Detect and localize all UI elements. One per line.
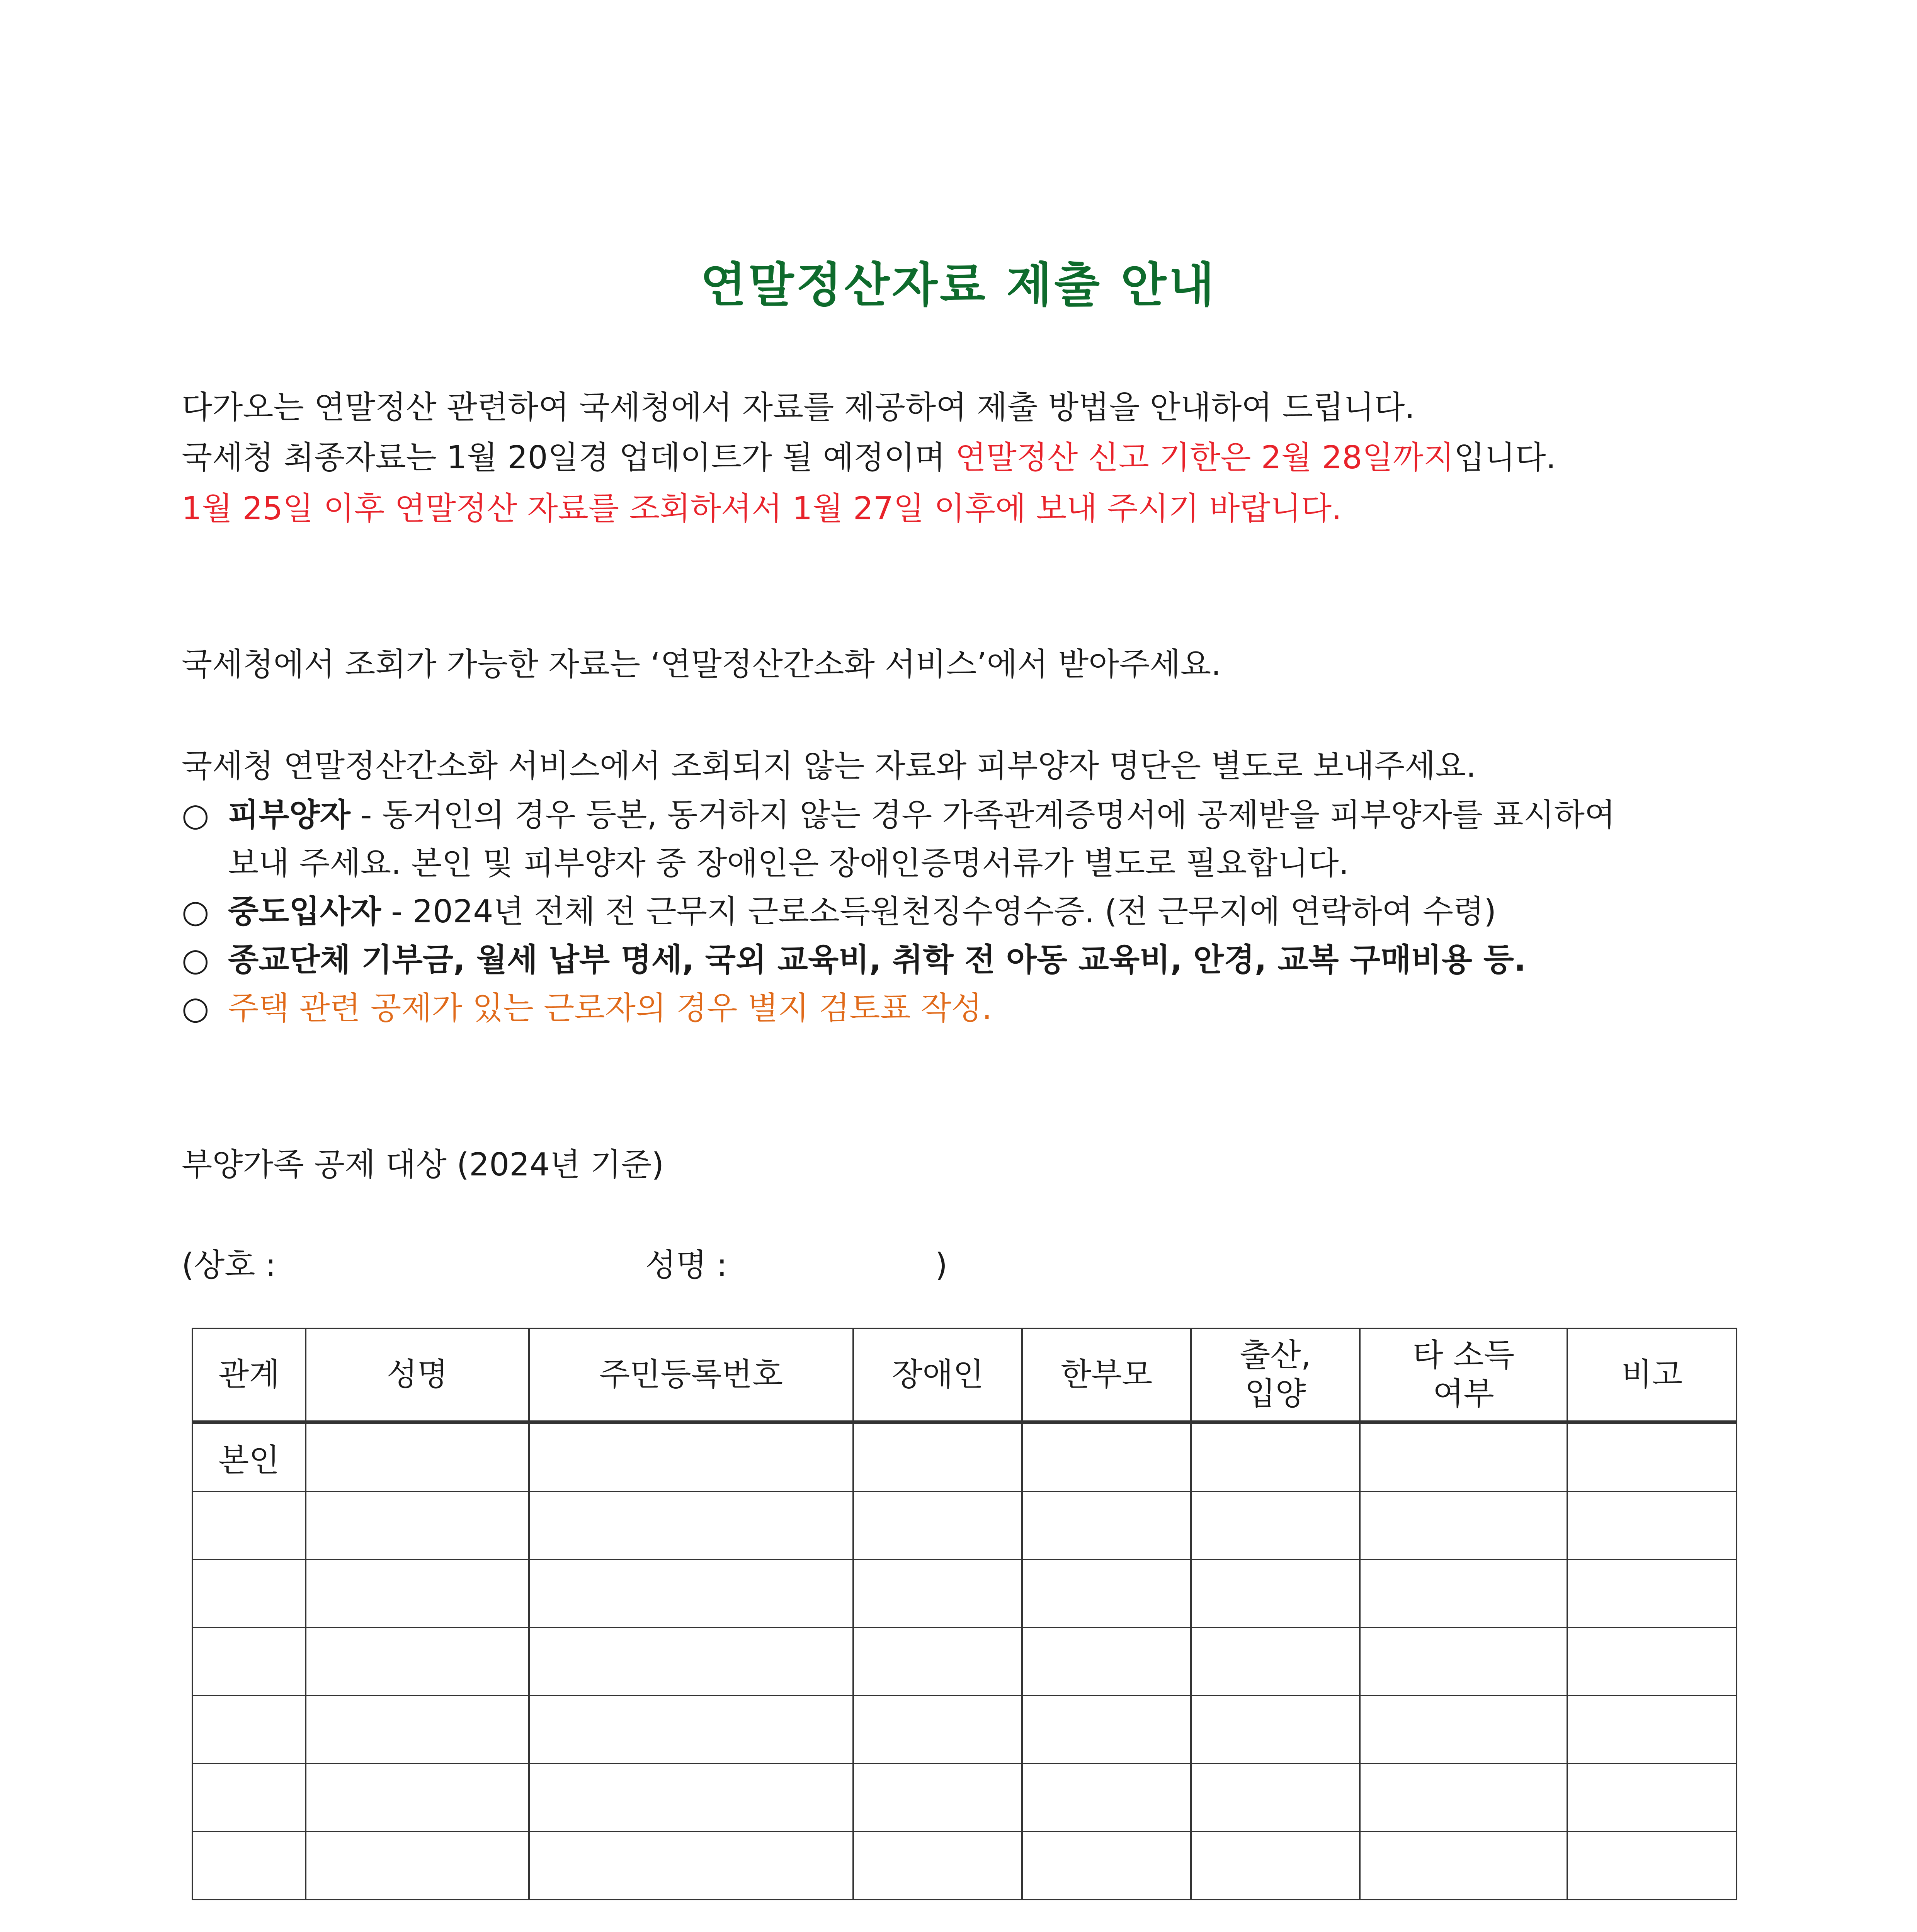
single-parent-cell[interactable] [1022, 1832, 1191, 1900]
deadline-highlight: 연말정산 신고 기한은 2월 28일까지 [955, 439, 1454, 476]
name-cell[interactable] [306, 1628, 529, 1696]
dependents-table [192, 1328, 1737, 1900]
resident-number-cell[interactable] [529, 1628, 854, 1696]
relation-cell[interactable] [192, 1832, 306, 1900]
circle-bullet-icon: ○ [182, 990, 209, 1027]
other-income-cell[interactable] [1360, 1560, 1567, 1628]
bullet-expenses-text: 종교단체 기부금, 월세 납부 명세, 국외 교육비, 취학 전 아동 교육비, 안경, 교복 구매비용 등. [228, 942, 1526, 978]
header-other-income: 타 소득 여부 [1360, 1328, 1567, 1422]
remarks-cell[interactable] [1567, 1628, 1737, 1696]
circle-bullet-icon: ○ [182, 797, 209, 833]
bullet-housing-text: 주택 관련 공제가 있는 근로자의 경우 별지 검토표 작성. [228, 990, 992, 1027]
resident-number-cell[interactable] [529, 1492, 854, 1560]
single-parent-cell[interactable] [1022, 1764, 1191, 1832]
intro-line-2-text: 국세청 최종자료는 1월 20일경 업데이트가 될 예정이며 [182, 439, 956, 476]
circle-bullet-icon: ○ [182, 942, 209, 978]
birth-adoption-cell[interactable] [1191, 1832, 1360, 1900]
remarks-cell[interactable] [1567, 1422, 1737, 1492]
disabled-cell[interactable] [853, 1832, 1022, 1900]
remarks-cell[interactable] [1567, 1492, 1737, 1560]
disabled-cell[interactable] [853, 1628, 1022, 1696]
other-income-cell[interactable] [1360, 1832, 1567, 1900]
single-parent-cell[interactable] [1022, 1560, 1191, 1628]
bullet-dependents-continued: 보내 주세요. 본인 및 피부양자 중 장애인은 장애인증명서류가 별도로 필요합니다. [228, 845, 1349, 882]
page-title: 연말정산자료 제출 안내 [700, 258, 1217, 313]
birth-adoption-cell[interactable] [1191, 1628, 1360, 1696]
header-name: 성명 [306, 1328, 529, 1422]
bullet-expenses [182, 939, 1526, 981]
relation-cell[interactable]: 본인 [192, 1422, 306, 1492]
resident-number-cell[interactable] [529, 1696, 854, 1764]
disabled-cell[interactable] [853, 1764, 1022, 1832]
intro-line-2-end: 입니다. [1454, 439, 1556, 476]
header-resident-number: 주민등록번호 [529, 1328, 854, 1422]
company-label: (상호 : [182, 1247, 276, 1284]
single-parent-cell[interactable] [1022, 1696, 1191, 1764]
bullet-housing [182, 987, 992, 1030]
name-cell[interactable] [306, 1492, 529, 1560]
close-paren: ) [935, 1247, 947, 1284]
relation-cell[interactable] [192, 1560, 306, 1628]
other-income-cell[interactable] [1360, 1764, 1567, 1832]
table-row [192, 1560, 1737, 1628]
bullet-midyear-hire [182, 891, 1496, 933]
relation-cell[interactable] [192, 1764, 306, 1832]
disabled-cell[interactable] [853, 1696, 1022, 1764]
family-heading: 부양가족 공제 대상 (2024년 기준) [182, 1146, 664, 1183]
circle-bullet-icon: ○ [182, 893, 209, 930]
header-relation: 관계 [192, 1328, 306, 1422]
remarks-cell[interactable] [1567, 1832, 1737, 1900]
table-row [192, 1628, 1737, 1696]
table-row [192, 1422, 1737, 1492]
remarks-cell[interactable] [1567, 1764, 1737, 1832]
table-row [192, 1832, 1737, 1900]
resident-number-cell[interactable] [529, 1832, 854, 1900]
intro-line-1: 다가오는 연말정산 관련하여 국세청에서 자료를 제공하여 제출 방법을 안내하여 드립니다. [182, 389, 1415, 426]
guide-line-1: 국세청에서 조회가 가능한 자료는 ‘연말정산간소화 서비스’에서 받아주세요. [182, 646, 1221, 683]
birth-adoption-cell[interactable] [1191, 1696, 1360, 1764]
relation-cell[interactable] [192, 1492, 306, 1560]
remarks-cell[interactable] [1567, 1560, 1737, 1628]
relation-cell[interactable] [192, 1696, 306, 1764]
table-row [192, 1492, 1737, 1560]
other-income-cell[interactable] [1360, 1422, 1567, 1492]
relation-cell[interactable] [192, 1628, 306, 1696]
bullet-dependents-label: 피부양자 [228, 797, 350, 833]
disabled-cell[interactable] [853, 1492, 1022, 1560]
single-parent-cell[interactable] [1022, 1492, 1191, 1560]
name-cell[interactable] [306, 1422, 529, 1492]
birth-adoption-cell[interactable] [1191, 1422, 1360, 1492]
header-remarks: 비고 [1567, 1328, 1737, 1422]
birth-adoption-cell[interactable] [1191, 1560, 1360, 1628]
name-label: 성명 : [645, 1247, 728, 1284]
bullet-dependents [182, 794, 1615, 837]
table-row [192, 1764, 1737, 1832]
name-cell[interactable] [306, 1832, 529, 1900]
intro-line-2 [182, 437, 1556, 479]
disabled-cell[interactable] [853, 1422, 1022, 1492]
birth-adoption-cell[interactable] [1191, 1492, 1360, 1560]
intro-line-3: 1월 25일 이후 연말정산 자료를 조회하셔서 1월 27일 이후에 보내 주시기 바랍니다. [182, 490, 1342, 527]
disabled-cell[interactable] [853, 1560, 1022, 1628]
name-cell[interactable] [306, 1560, 529, 1628]
table-header-row [192, 1328, 1737, 1422]
bullet-midyear-hire-label: 중도입사자 [228, 893, 381, 930]
guide-line-2: 국세청 연말정산간소화 서비스에서 조회되지 않는 자료와 피부양자 명단은 별도로 보내주세요. [182, 748, 1476, 784]
single-parent-cell[interactable] [1022, 1422, 1191, 1492]
resident-number-cell[interactable] [529, 1764, 854, 1832]
resident-number-cell[interactable] [529, 1422, 854, 1492]
table-row [192, 1696, 1737, 1764]
other-income-cell[interactable] [1360, 1696, 1567, 1764]
remarks-cell[interactable] [1567, 1696, 1737, 1764]
birth-adoption-cell[interactable] [1191, 1764, 1360, 1832]
header-birth-adoption: 출산, 입양 [1191, 1328, 1360, 1422]
other-income-cell[interactable] [1360, 1492, 1567, 1560]
bullet-midyear-hire-text: - 2024년 전체 전 근무지 근로소득원천징수영수증. (전 근무지에 연락하여 수령) [381, 893, 1497, 930]
other-income-cell[interactable] [1360, 1628, 1567, 1696]
name-cell[interactable] [306, 1764, 529, 1832]
name-cell[interactable] [306, 1696, 529, 1764]
resident-number-cell[interactable] [529, 1560, 854, 1628]
bullet-dependents-text: - 동거인의 경우 등본, 동거하지 않는 경우 가족관계증명서에 공제받을 피부양자를 표시하여 [350, 797, 1616, 833]
header-disabled: 장애인 [853, 1328, 1022, 1422]
header-single-parent: 한부모 [1022, 1328, 1191, 1422]
single-parent-cell[interactable] [1022, 1628, 1191, 1696]
